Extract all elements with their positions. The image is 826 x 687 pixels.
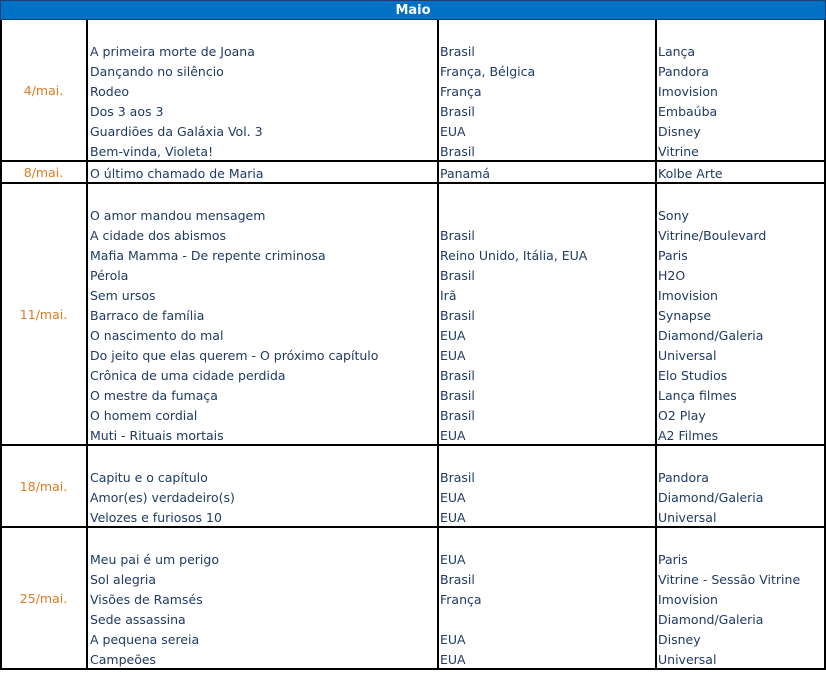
movie-distributor: O2 Play: [658, 408, 706, 423]
movie-distributor: Embaúba: [658, 104, 718, 119]
movie-title: A primeira morte de Joana: [90, 44, 255, 59]
movie-title: Mafia Mamma - De repente criminosa: [90, 248, 326, 263]
movie-title: Crônica de uma cidade perdida: [90, 368, 286, 383]
table-row: [0, 306, 826, 326]
movie-country: Brasil: [440, 308, 475, 323]
movie-country: EUA: [440, 348, 466, 363]
movie-title: Muti - Rituais mortais: [90, 428, 224, 443]
movie-distributor: Universal: [658, 652, 717, 667]
movie-distributor: Diamond/Galeria: [658, 490, 764, 505]
movie-title: Do jeito que elas querem - O próximo capítulo: [90, 348, 379, 363]
date-group: [0, 184, 826, 446]
table-row: [0, 406, 826, 426]
table-row: [0, 82, 826, 102]
movie-distributor: Universal: [658, 510, 717, 525]
movie-title: Pérola: [90, 268, 129, 283]
month-title: Maio: [395, 3, 431, 18]
border-left-line: [0, 20, 2, 670]
movie-title: Velozes e furiosos 10: [90, 510, 222, 525]
table-row: [0, 102, 826, 122]
country-col-line: [655, 20, 657, 670]
table-row: [0, 508, 826, 528]
movie-country: Brasil: [440, 268, 475, 283]
movie-title: Capitu e o capítulo: [90, 470, 208, 485]
movie-title: O nascimento do mal: [90, 328, 224, 343]
table-row: [0, 164, 826, 184]
release-date: 8/mai.: [23, 165, 64, 180]
table-row: [0, 246, 826, 266]
movie-distributor: Kolbe Arte: [658, 166, 723, 181]
movie-title: Sol alegria: [90, 572, 157, 587]
movie-country: França: [440, 84, 482, 99]
movie-distributor: Disney: [658, 124, 701, 139]
date-col-line: [86, 20, 88, 670]
movie-title: Visões de Ramsés: [90, 592, 203, 607]
movie-distributor: Pandora: [658, 470, 709, 485]
movie-country: Brasil: [440, 388, 475, 403]
movie-distributor: Paris: [658, 552, 688, 567]
movie-country: Brasil: [440, 104, 475, 119]
movie-country: EUA: [440, 490, 466, 505]
date-group: [0, 162, 826, 184]
movie-title: Amor(es) verdadeiro(s): [90, 490, 235, 505]
date-group: [0, 20, 826, 162]
movie-distributor: Imovision: [658, 592, 718, 607]
movie-title: Rodeo: [90, 84, 130, 99]
table-row: [0, 610, 826, 630]
movie-distributor: Lança: [658, 44, 696, 59]
table-row: [0, 326, 826, 346]
table-row: [0, 122, 826, 142]
date-group: [0, 528, 826, 670]
movie-country: EUA: [440, 124, 466, 139]
release-date: 18/mai.: [19, 479, 68, 494]
release-date: 11/mai.: [19, 307, 68, 322]
month-header: [0, 0, 826, 20]
movie-distributor: Pandora: [658, 64, 709, 79]
movie-title: A pequena sereia: [90, 632, 200, 647]
movie-distributor: Vitrine/Boulevard: [658, 228, 767, 243]
movie-title: O último chamado de Maria: [90, 166, 264, 181]
table-row: [0, 62, 826, 82]
movie-title: O homem cordial: [90, 408, 198, 423]
table-row: [0, 488, 826, 508]
movie-distributor: H2O: [658, 268, 686, 283]
movie-title: O mestre da fumaça: [90, 388, 218, 403]
movie-title: Dos 3 aos 3: [90, 104, 164, 119]
movie-title: Bem-vinda, Violeta!: [90, 144, 214, 159]
date-group: [0, 446, 826, 528]
movie-distributor: Imovision: [658, 84, 718, 99]
movie-title: Meu pai é um perigo: [90, 552, 219, 567]
movie-country: Brasil: [440, 144, 475, 159]
movie-distributor: Imovision: [658, 288, 718, 303]
table-row: [0, 346, 826, 366]
table-row: [0, 468, 826, 488]
movie-country: Brasil: [440, 44, 475, 59]
movie-distributor: Disney: [658, 632, 701, 647]
table-row: [0, 550, 826, 570]
movie-title: Guardiões da Galáxia Vol. 3: [90, 124, 263, 139]
movie-distributor: Diamond/Galeria: [658, 328, 764, 343]
movie-country: França: [440, 592, 482, 607]
movie-title: Barraco de família: [90, 308, 205, 323]
movie-country: EUA: [440, 510, 466, 525]
movie-country: Brasil: [440, 228, 475, 243]
movie-country: EUA: [440, 428, 466, 443]
movie-country: EUA: [440, 552, 466, 567]
movie-title: Campeões: [90, 652, 157, 667]
movie-country: Irã: [440, 288, 457, 303]
table-row: [0, 630, 826, 650]
table-row: [0, 266, 826, 286]
table-row: [0, 590, 826, 610]
movie-distributor: A2 Filmes: [658, 428, 719, 443]
movie-country: EUA: [440, 632, 466, 647]
movie-title: Sede assassina: [90, 612, 186, 627]
movie-title: A cidade dos abismos: [90, 228, 227, 243]
movie-distributor: Elo Studios: [658, 368, 728, 383]
movie-country: Panamá: [440, 166, 491, 181]
table-row: [0, 226, 826, 246]
table-row: [0, 142, 826, 162]
table-row: [0, 650, 826, 670]
movie-distributor: Vitrine: [658, 144, 699, 159]
movie-distributor: Diamond/Galeria: [658, 612, 764, 627]
movie-distributor: Lança filmes: [658, 388, 737, 403]
title-col-line: [437, 20, 439, 670]
movie-distributor: Vitrine - Sessão Vitrine: [658, 572, 801, 587]
movie-distributor: Universal: [658, 348, 717, 363]
movie-country: Brasil: [440, 470, 475, 485]
movie-title: Sem ursos: [90, 288, 156, 303]
movie-title: O amor mandou mensagem: [90, 208, 266, 223]
movie-country: Brasil: [440, 408, 475, 423]
movie-title: Dançando no silêncio: [90, 64, 224, 79]
table-row: [0, 42, 826, 62]
movie-distributor: Paris: [658, 248, 688, 263]
movie-country: Reino Unido, Itália, EUA: [440, 248, 588, 263]
movie-country: EUA: [440, 328, 466, 343]
table-row: [0, 286, 826, 306]
movie-country: Brasil: [440, 572, 475, 587]
release-date: 25/mai.: [19, 591, 68, 606]
table-row: [0, 426, 826, 446]
table-row: [0, 366, 826, 386]
movie-country: Brasil: [440, 368, 475, 383]
movie-distributor: Synapse: [658, 308, 712, 323]
release-date: 4/mai.: [23, 83, 64, 98]
table-row: [0, 570, 826, 590]
movie-country: França, Bélgica: [440, 64, 536, 79]
movie-country: EUA: [440, 652, 466, 667]
table-row: [0, 206, 826, 226]
movie-distributor: Sony: [658, 208, 689, 223]
table-row: [0, 386, 826, 406]
